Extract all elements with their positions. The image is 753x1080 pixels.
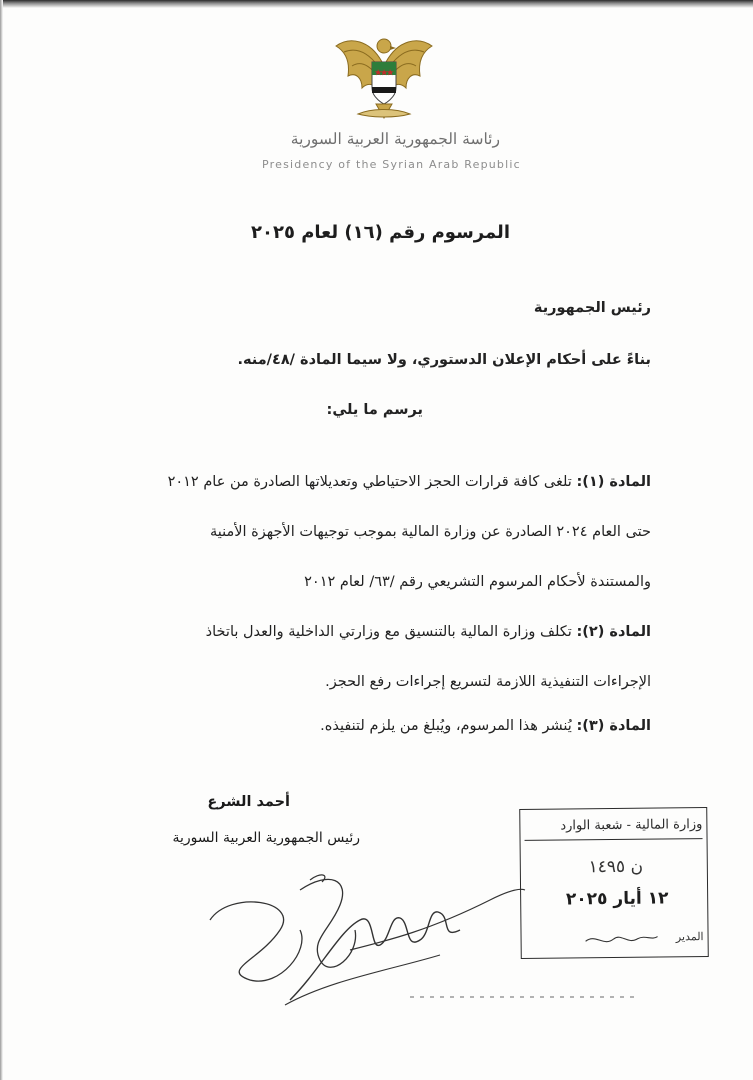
article-2-text: تكلف وزارة المالية بالتنسيق مع وزارتي الداخلية والعدل باتخاذ: [205, 624, 577, 640]
decree-title: المرسوم رقم (١٦) لعام ٢٠٢٥: [251, 222, 510, 243]
article-3-label: المادة (٣):: [576, 718, 651, 734]
article-1-label: المادة (١):: [576, 474, 651, 490]
article-1-text: تلغى كافة قرارات الحجز الاحتياطي وتعديلاتها الصادرة من عام ٢٠١٢: [167, 474, 577, 490]
ministry-finance-incoming-stamp: [519, 807, 709, 959]
article-1-line-2: حتى العام ٢٠٢٤ الصادرة عن وزارة المالية بموجب توجيهات الأجهزة الأمنية: [209, 524, 651, 540]
signer-name: أحمد الشرع: [207, 794, 290, 810]
article-1-line-3: والمستندة لأحكام المرسوم التشريعي رقم /٦٣/ لعام ٢٠١٢: [304, 574, 651, 590]
stamp-header: وزارة المالية - شعبة الوارد: [524, 812, 702, 841]
article-2-label: المادة (٢):: [576, 624, 651, 640]
issuer-line: رئيس الجمهورية: [533, 300, 651, 316]
stamp-date: ١٢ أيار ٢٠٢٥: [565, 888, 669, 910]
presidency-english-heading: Presidency of the Syrian Arab Republic: [262, 158, 521, 171]
stamp-registration-number: ن ١٤٩٥: [588, 856, 644, 878]
bottom-scan-marks: [410, 994, 640, 1000]
article-3-line-1: [320, 718, 651, 734]
decrees-line: يرسم ما يلي:: [326, 402, 423, 418]
signer-title: رئيس الجمهورية العربية السورية: [172, 830, 360, 846]
constitutional-basis-line: بناءً على أحكام الإعلان الدستوري، ولا سيما المادة /٤٨/منه.: [237, 352, 651, 368]
stamp-handwritten-initials: [581, 927, 661, 952]
presidency-arabic-heading: رئاسة الجمهورية العربية السورية: [290, 130, 500, 148]
article-2-line-1: [206, 624, 651, 640]
article-3-text: يُنشر هذا المرسوم، ويُبلغ من يلزم لتنفيذه.: [320, 718, 577, 734]
article-1-line-1: [168, 474, 651, 490]
handwritten-signature: [190, 860, 550, 1010]
scan-left-edge: [0, 0, 3, 1080]
syrian-eagle-emblem-icon: [332, 32, 436, 124]
stamp-director-label: المدير: [675, 930, 704, 944]
scan-top-edge: [0, 0, 753, 8]
article-2-line-2: الإجراءات التنفيذية اللازمة لتسريع إجراءات رفع الحجز.: [325, 674, 651, 690]
